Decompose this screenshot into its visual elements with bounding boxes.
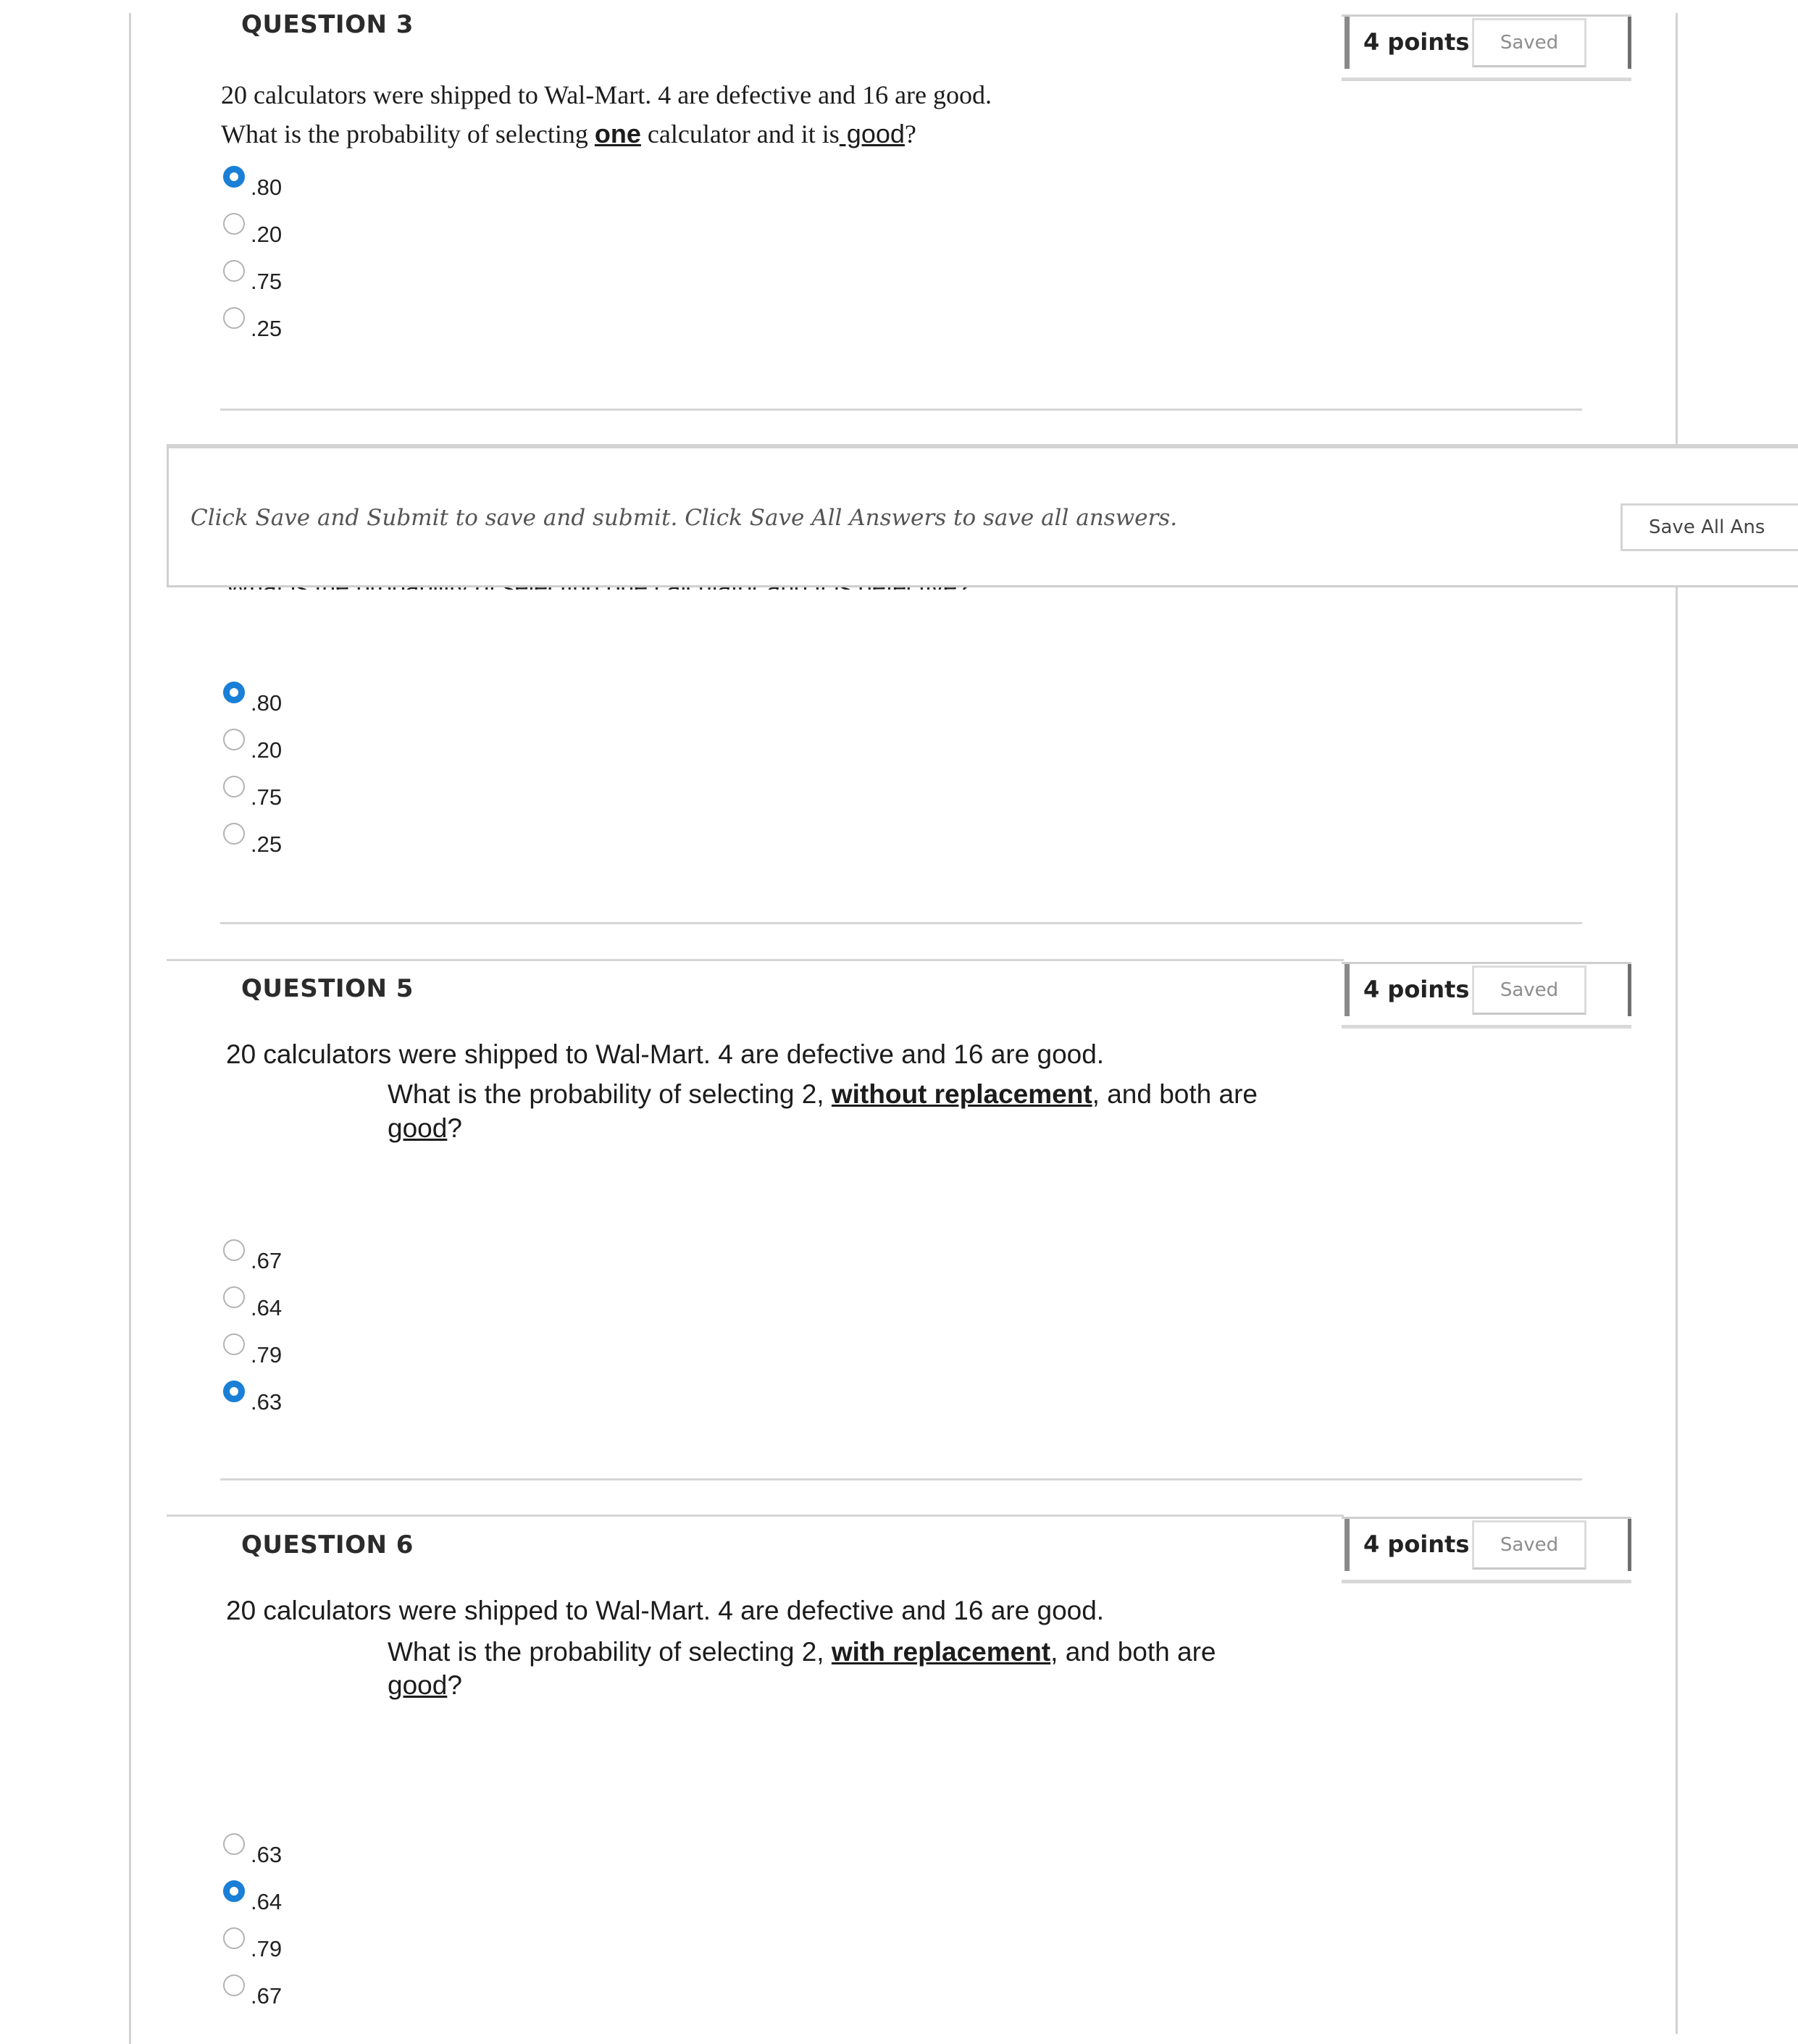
question-3-saved-status: Saved [1472,18,1586,67]
question-3-points: 4 points [1363,28,1470,56]
question-4-option-1[interactable] [223,681,282,717]
banner-instructions: Click Save and Submit to save and submit. Click Save All Answers to save all answers. [191,505,1178,531]
question-3-option-4[interactable] [223,306,282,343]
question-5-points-box [1342,962,1631,1029]
radio-icon[interactable] [223,729,245,750]
question-6-option-3[interactable] [223,1927,282,1963]
option-label: .20 [251,222,283,247]
question-5-emphasis-good: good [388,1113,448,1143]
option-label: .67 [251,1248,283,1273]
question-4-divider [220,922,1582,924]
question-3-emphasis-good: good [839,119,905,148]
question-5-text-c: , and both are [1092,1079,1258,1109]
points-box-left-bar [1345,1519,1350,1571]
radio-icon[interactable] [223,213,245,235]
question-3-option-1[interactable] [223,165,282,201]
question-6-points-box [1342,1517,1631,1583]
question-3-option-2[interactable] [223,212,282,248]
radio-selected-icon[interactable] [223,1880,245,1902]
option-label: .20 [251,737,283,763]
radio-selected-icon[interactable] [223,166,245,188]
question-3-text-c: calculator and it is [640,120,840,148]
question-5-option-1[interactable] [223,1239,282,1275]
option-label: .63 [251,1389,283,1415]
radio-icon[interactable] [223,1927,245,1949]
question-5-title: QUESTION 5 [241,974,414,1003]
question-3-title: QUESTION 3 [241,10,414,39]
question-3-text-e: ? [904,120,916,148]
radio-icon[interactable] [223,260,245,282]
question-5-text-line-3 [388,1113,462,1144]
option-label: .64 [251,1295,283,1320]
question-6-text-line-1: 20 calculators were shipped to Wal-Mart. 4 are defective and 16 are good. [226,1596,1105,1625]
option-label: .25 [251,832,283,857]
question-3-option-3[interactable] [223,259,282,296]
question-3-divider [220,409,1582,411]
question-5-divider [220,1478,1582,1480]
radio-selected-icon[interactable] [223,1381,245,1402]
option-label: .25 [251,316,283,341]
page-right-border [1676,13,1678,2034]
radio-icon[interactable] [223,307,245,329]
question-4-option-3[interactable] [223,775,282,811]
question-6-title: QUESTION 6 [241,1530,414,1559]
radio-icon[interactable] [223,1974,245,1996]
save-all-answers-button[interactable]: Save All Ans [1621,503,1798,551]
page-left-border [129,13,131,2044]
question-6-saved-status: Saved [1472,1520,1586,1570]
question-3-text-line-1: 20 calculators were shipped to Wal-Mart. 4 are defective and 16 are good. [221,80,992,109]
option-label: .79 [251,1936,283,1961]
radio-icon[interactable] [223,776,245,797]
question-6-text-line-2 [388,1637,1216,1667]
radio-icon[interactable] [223,823,245,845]
question-6-option-2[interactable] [223,1880,282,1916]
question-3-text-a: What is the probability of selecting [221,120,595,148]
question-5-points: 4 points [1363,976,1470,1003]
question-5-option-4[interactable] [223,1380,282,1416]
question-4-option-4[interactable] [223,822,282,858]
question-5-text-line-2 [388,1079,1258,1110]
question-6-text-c: , and both are [1050,1637,1216,1667]
option-label: .75 [251,269,283,294]
radio-icon[interactable] [223,1286,245,1308]
question-4-option-2[interactable] [223,728,282,764]
question-5-text-e: ? [447,1113,462,1143]
save-submit-banner [167,444,1798,587]
question-3-text-line-2 [221,119,916,149]
points-box-right-bar [1628,964,1631,1016]
question-5-option-2[interactable] [223,1286,282,1322]
option-label: .80 [251,690,283,716]
question-5-emphasis-without-replacement: without replacement [831,1079,1092,1109]
radio-icon[interactable] [223,1333,245,1355]
points-box-right-bar [1628,1519,1631,1571]
question-3-emphasis-one: one [594,119,641,148]
option-label: .79 [251,1342,283,1367]
points-box-left-bar [1345,964,1350,1016]
question-6-top-border [167,1515,1344,1517]
question-5-option-3[interactable] [223,1333,282,1369]
option-label: .75 [251,784,283,810]
question-6-points: 4 points [1363,1530,1470,1558]
question-5-text-a: What is the probability of selecting 2, [388,1079,832,1109]
question-6-option-1[interactable] [223,1833,282,1869]
question-6-emphasis-good: good [388,1670,448,1700]
radio-icon[interactable] [223,1833,245,1855]
radio-icon[interactable] [223,1239,245,1261]
option-label: .80 [251,175,283,200]
question-6-option-4[interactable] [223,1974,282,2010]
question-3-points-box [1342,14,1631,81]
option-label: .63 [251,1842,283,1867]
points-box-left-bar [1345,17,1350,69]
radio-selected-icon[interactable] [223,682,245,703]
points-box-right-bar [1628,17,1631,69]
question-6-text-e: ? [447,1670,462,1700]
question-5-top-border [167,959,1344,961]
option-label: .64 [251,1889,283,1914]
question-5-text-line-1: 20 calculators were shipped to Wal-Mart. 4 are defective and 16 are good. [226,1039,1105,1069]
question-6-text-line-3 [388,1670,462,1701]
question-5-saved-status: Saved [1472,966,1586,1015]
question-6-emphasis-with-replacement: with replacement [831,1637,1051,1667]
question-6-text-a: What is the probability of selecting 2, [388,1637,832,1667]
option-label: .67 [251,1983,283,2009]
